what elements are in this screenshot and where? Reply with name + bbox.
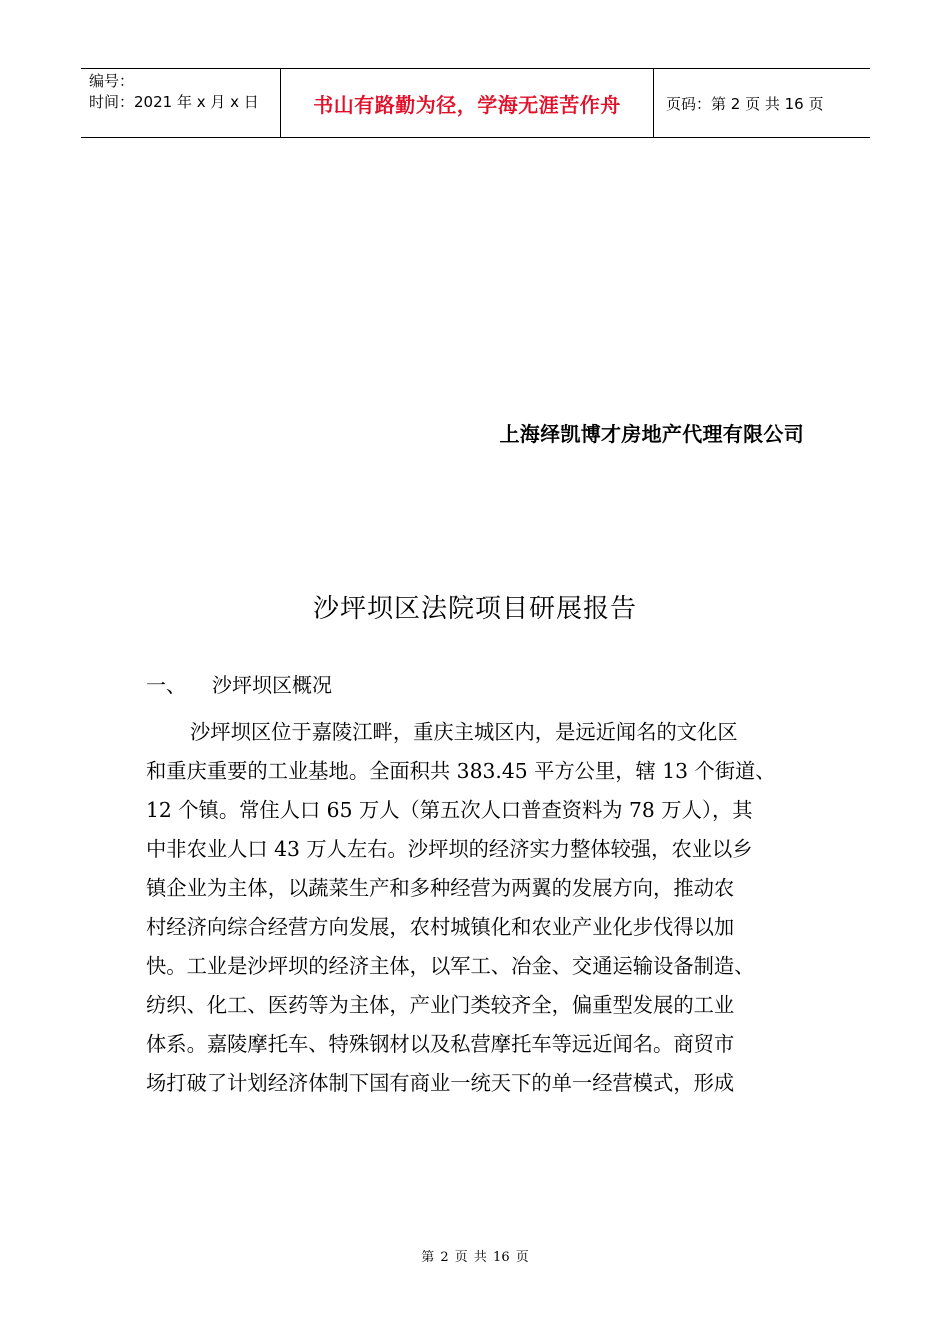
paragraph-line: 体系。嘉陵摩托车、特殊钢材以及私营摩托车等远近闻名。商贸市 — [146, 1032, 735, 1056]
body-paragraph — [146, 713, 836, 1103]
paragraph-line: 快。工业是沙坪坝的经济主体，以军工、冶金、交通运输设备制造、 — [146, 954, 755, 978]
page-footer: 第 2 页 共 16 页 — [421, 1250, 529, 1265]
document-title: 沙坪坝区法院项目研展报告 — [312, 594, 637, 624]
number-label: 编号： — [89, 72, 135, 90]
paragraph-line: 镇企业为主体，以蔬菜生产和多种经营为两翼的发展方向，推动农 — [146, 876, 735, 900]
paragraph-line: 12 个镇。常住人口 65 万人（第五次人口普查资料为 78 万人），其 — [146, 798, 753, 822]
header-motto-cell — [281, 69, 654, 137]
paragraph-line: 和重庆重要的工业基地。全面积共 383.45 平方公里，辖 13 个街道、 — [146, 759, 776, 783]
section-number: 一、 — [146, 673, 186, 697]
page-label: 页码：第 2 页 共 16 页 — [666, 94, 824, 113]
section-title: 沙坪坝区概况 — [212, 673, 332, 697]
header-meta-cell — [81, 69, 281, 137]
motto-text: 书山有路勤为径，学海无涯苦作舟 — [313, 92, 621, 117]
header-page-cell — [654, 69, 870, 137]
company-name: 上海绎凯博才房地产代理有限公司 — [499, 422, 804, 446]
paragraph-line: 场打破了计划经济体制下国有商业一统天下的单一经营模式，形成 — [146, 1071, 735, 1095]
section-heading — [146, 669, 332, 698]
document-header — [81, 68, 870, 138]
paragraph-line: 沙坪坝区位于嘉陵江畔，重庆主城区内，是远近闻名的文化区 — [190, 720, 738, 744]
paragraph-line: 村经济向综合经营方向发展，农村城镇化和农业产业化步伐得以加 — [146, 915, 735, 939]
paragraph-line: 中非农业人口 43 万人左右。沙坪坝的经济实力整体较强，农业以乡 — [146, 837, 753, 861]
paragraph-line: 纺织、化工、医药等为主体，产业门类较齐全，偏重型发展的工业 — [146, 993, 735, 1017]
time-label: 时间：2021 年 x 月 x 日 — [89, 93, 259, 111]
